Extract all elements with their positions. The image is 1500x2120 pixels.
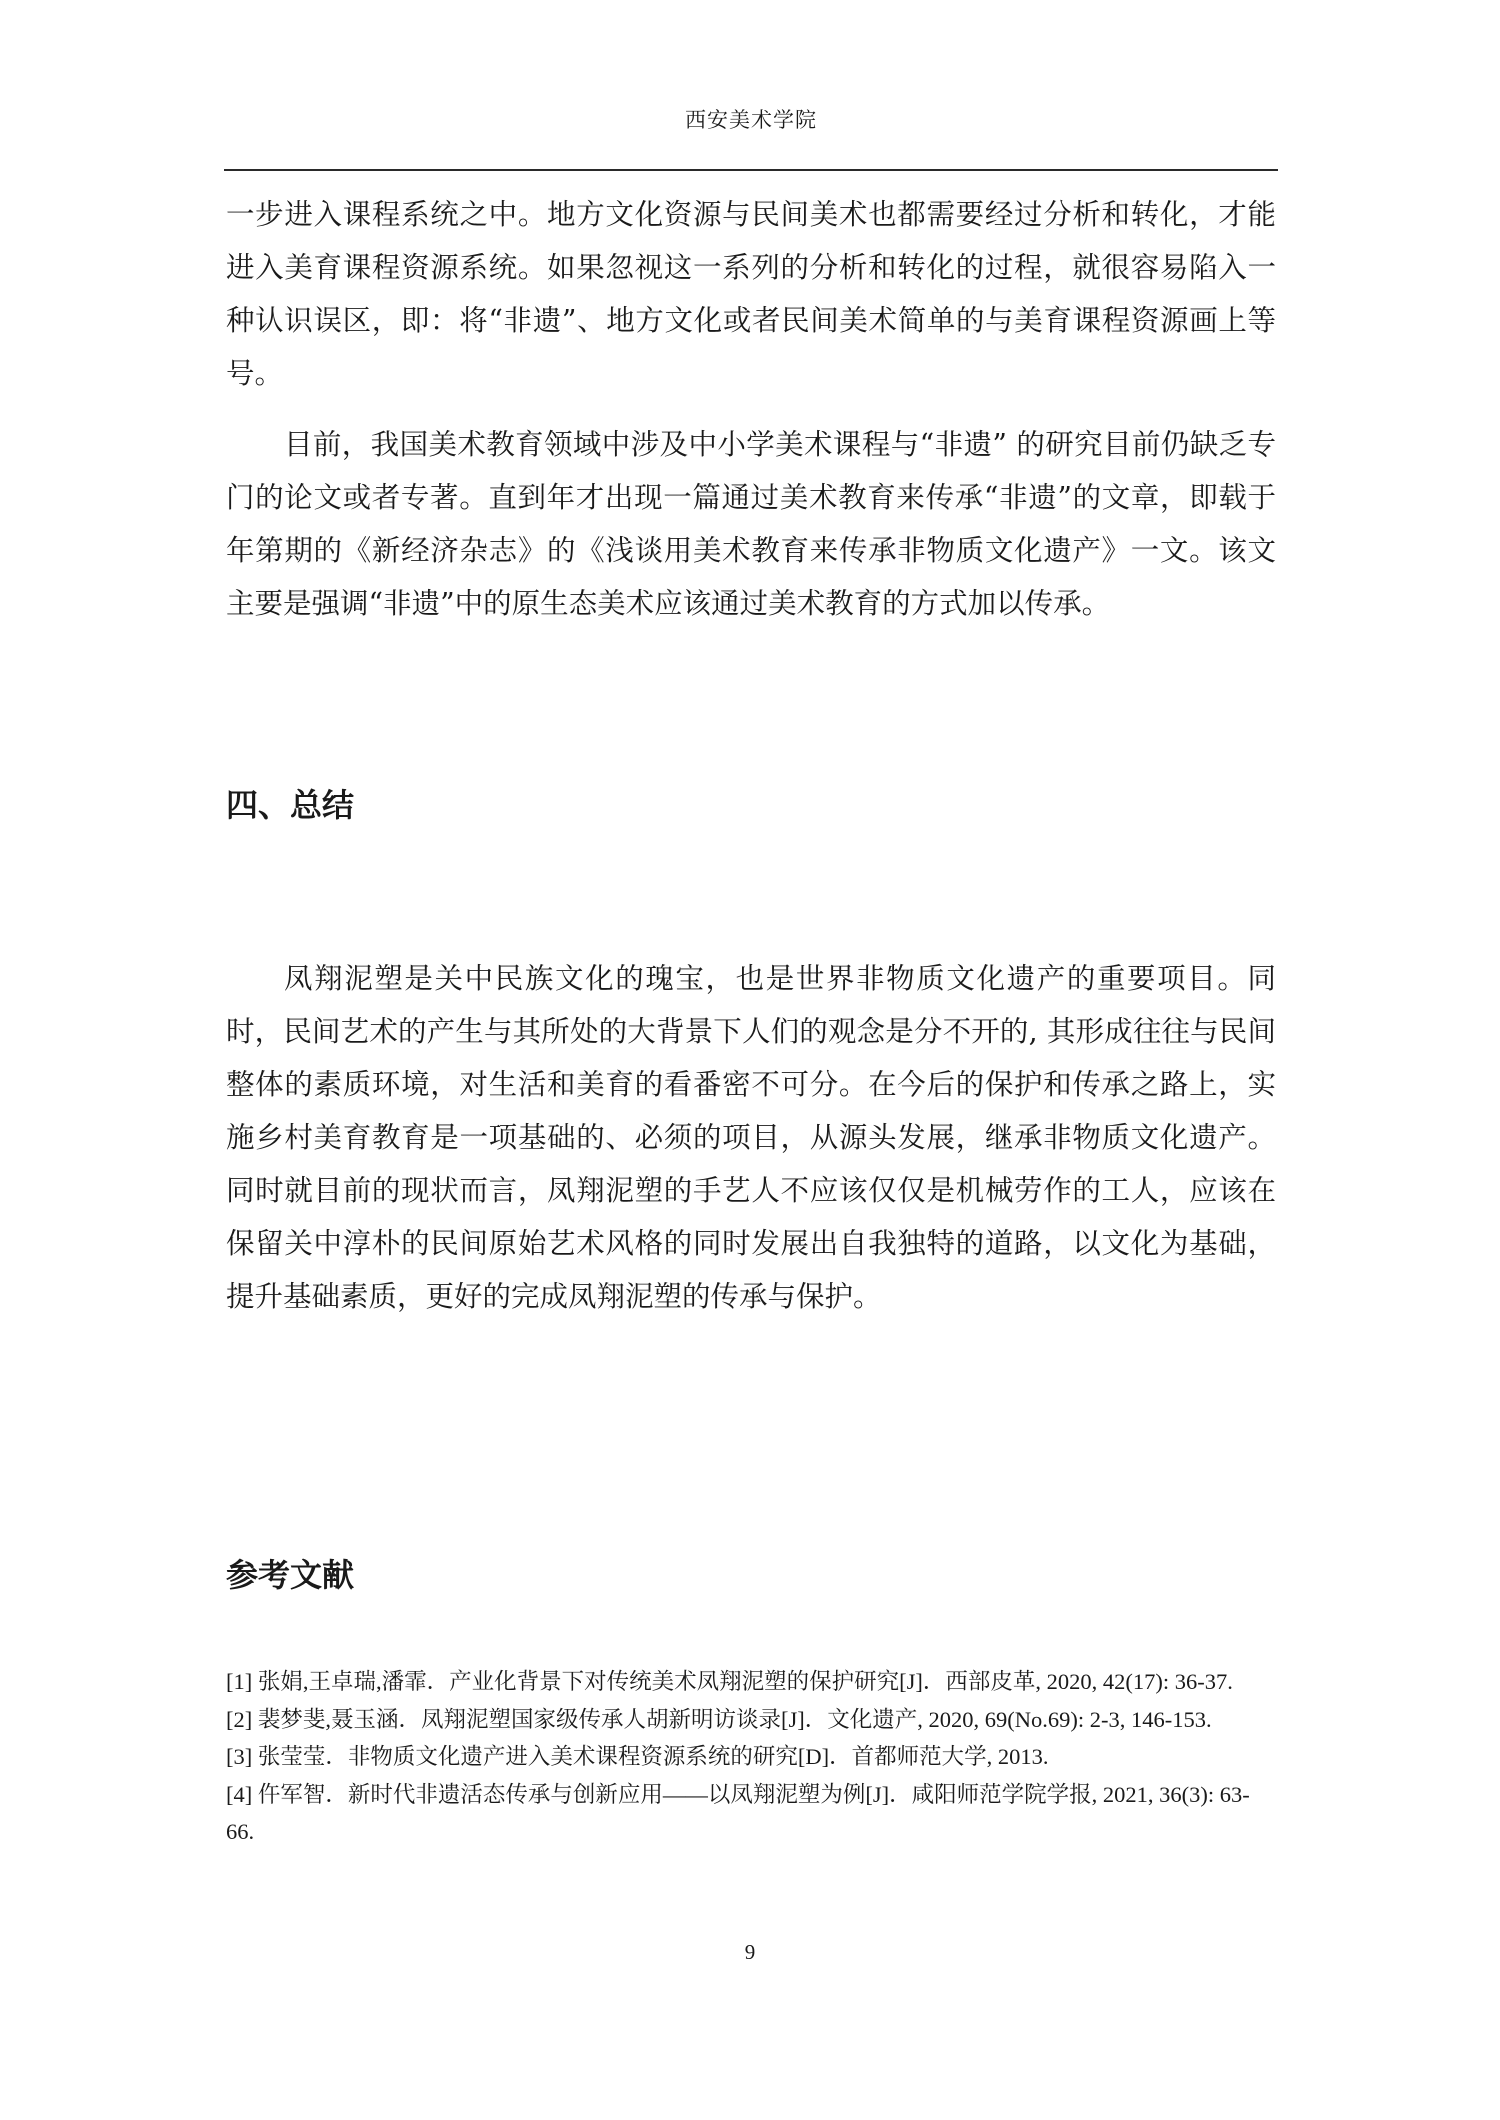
reference-list bbox=[226, 1663, 1276, 1851]
reference-item-1: [1] 张娟,王卓瑞,潘霏．产业化背景下对传统美术凤翔泥塑的保护研究[J]．西部皮革, 2020, 42(17): 36-37. bbox=[226, 1669, 1233, 1694]
page-header-title: 西安美术学院 bbox=[685, 108, 817, 132]
section-title-references: 参考文献 bbox=[226, 1556, 355, 1594]
reference-item-3: [3] 张莹莹．非物质文化遗产进入美术课程资源系统的研究[D]．首都师范大学, 2013. bbox=[226, 1744, 1049, 1769]
body-paragraph-1: 一步进入课程系统之中。地方文化资源与民间美术也都需要经过分析和转化，才能进入美育课程资源系统。如果忽视这一系列的分析和转化的过程，就很容易陷入一种认识误区，即：将“非遗”、地方文化或者民间美术简单的与美育课程资源画上等号。 bbox=[226, 198, 1276, 390]
summary-paragraph: 凤翔泥塑是关中民族文化的瑰宝，也是世界非物质文化遗产的重要项目。同时，民间艺术的产生与其所处的大背景下人们的观念是分不开的, 其形成往往与民间整体的素质环境，对生活和美育的看番密不可分。在今后的保护和传承之路上，实施乡村美育教育是一项基础的、必须的项目，从源头发展，继承非物质文化遗产。同时就目前的现状而言，凤翔泥塑的手艺人不应该仅仅是机械劳作的工人，应该在保留关中淳朴的民间原始艺术风格的同时发展出自我独特的道路，以文化为基础，提升基础素质，更好的完成凤翔泥塑的传承与保护。 bbox=[226, 962, 1276, 1313]
body-paragraph-2: 目前，我国美术教育领域中涉及中小学美术课程与“非遗” 的研究目前仍缺乏专门的论文或者专著。直到年才出现一篇通过美术教育来传承“非遗”的文章，即载于年第期的《新经济杂志》的《浅谈用美术教育来传承非物质文化遗产》一文。该文主要是强调“非遗”中的原生态美术应该通过美术教育的方式加以传承。 bbox=[226, 428, 1276, 620]
section-title-summary: 四、总结 bbox=[226, 786, 355, 824]
reference-item-4: [4] 仵军智．新时代非遗活态传承与创新应用——以凤翔泥塑为例[J]．咸阳师范学院学报, 2021, 36(3): 63-66. bbox=[226, 1781, 1250, 1844]
header-divider bbox=[224, 169, 1278, 171]
reference-item-2: [2] 裴梦斐,聂玉涵．凤翔泥塑国家级传承人胡新明访谈录[J]．文化遗产, 2020, 69(No.69): 2-3, 146-153. bbox=[226, 1706, 1212, 1732]
page-number: 9 bbox=[744, 1940, 756, 1964]
